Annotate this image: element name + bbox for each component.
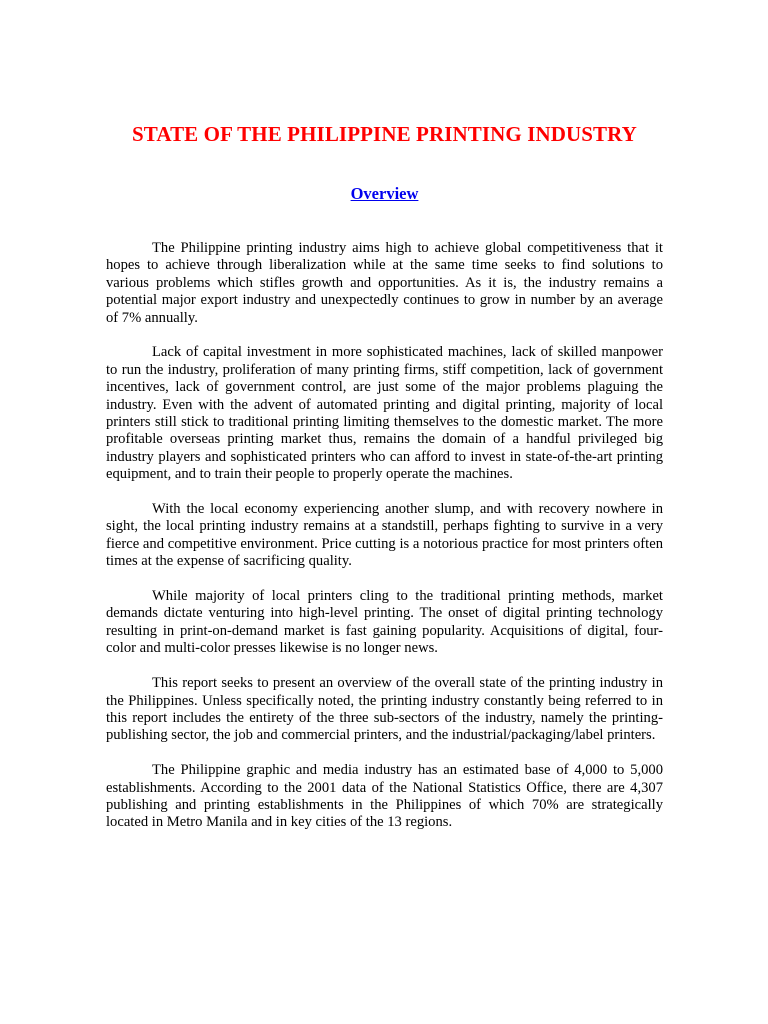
- paragraph: The Philippine graphic and media industry has an estimated base of 4,000 to 5,000 establishments. According to the 2001 data of the National Statistics Office, there are 4,307 publishing and printing establishments in the Philippines of which 70% are strategically located in Metro Manila and in key cities of the 13 regions.: [106, 762, 663, 831]
- paragraph: While majority of local printers cling to the traditional printing methods, market demands dictate venturing into high-level printing. The onset of digital printing technology resulting in print-on-demand market is fast gaining popularity. Acquisitions of digital, four-color and multi-color presses likewise is no longer news.: [106, 588, 663, 657]
- paragraph: The Philippine printing industry aims high to achieve global competitiveness that it hopes to achieve through liberalization while at the same time seeks to find solutions to various problems which stifles growth and opportunities. As it is, the industry remains a potential major export industry and unexpectedly continues to grow in number by an average of 7% annually.: [106, 240, 663, 326]
- document-title: STATE OF THE PHILIPPINE PRINTING INDUSTRY: [132, 122, 637, 146]
- document-body: [106, 240, 663, 849]
- paragraph: This report seeks to present an overview of the overall state of the printing industry in the Philippines. Unless specifically noted, the printing industry constantly being referred to in this report includes the entirety of the three sub-sectors of the industry, namely the printing-publishing sector, the job and commercial printers, and the industrial/packaging/label printers.: [106, 675, 663, 744]
- overview-link[interactable]: Overview: [350, 184, 419, 203]
- section-heading: [106, 184, 663, 204]
- paragraph: Lack of capital investment in more sophisticated machines, lack of skilled manpower to run the industry, proliferation of many printing firms, stiff competition, lack of government incentives, lack of government control, are just some of the major problems plaguing the industry. Even with the advent of automated printing and digital printing, majority of local printers still stick to traditional printing limiting themselves to the domestic market. The more profitable overseas printing market thus, remains the domain of a handful privileged big industry players and sophisticated printers who can afford to invest in state-of-the-art printing equipment, and to train their people to properly operate the machines.: [106, 344, 663, 483]
- paragraph: With the local economy experiencing another slump, and with recovery nowhere in sight, the local printing industry remains at a standstill, perhaps fighting to survive in a very fierce and competitive environment. Price cutting is a notorious practice for most printers often times at the expense of sacrificing quality.: [106, 501, 663, 570]
